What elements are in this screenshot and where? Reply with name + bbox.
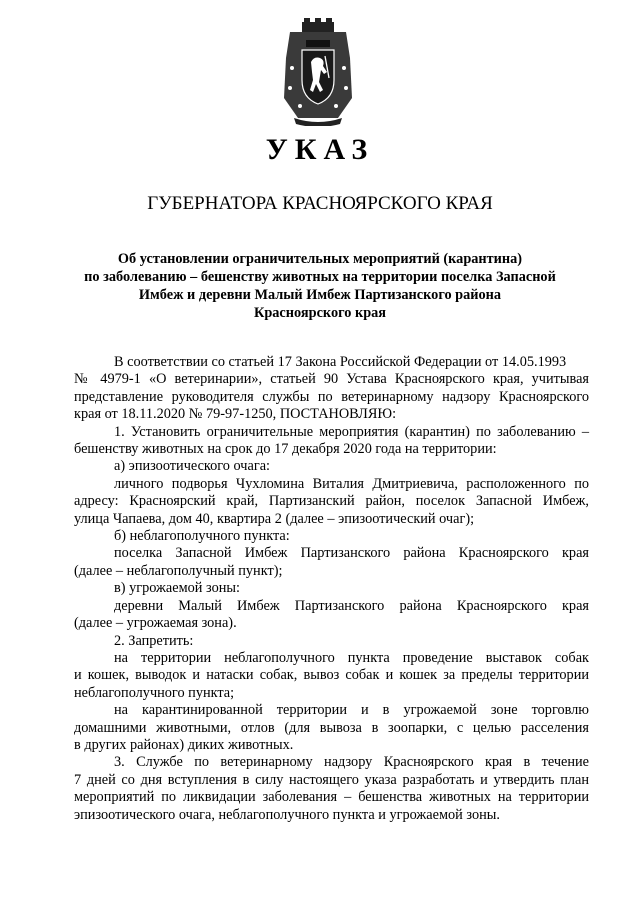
heading-line: по заболеванию – бешенству животных на территории поселка Запасной <box>84 269 556 285</box>
coat-of-arms-icon <box>278 18 358 126</box>
body-line: № 4979-1 «О ветеринарии», статьей 90 Устава Красноярского края, учитывая <box>74 371 589 388</box>
body-line: В соответствии со статьей 17 Закона Российской Федерации от 14.05.1993 <box>114 354 567 370</box>
body-line: мероприятий по ликвидации заболевания – бешенства животных на территории <box>74 789 589 806</box>
body-line: на карантинированной территории и в угрожаемой зоне торговлю <box>114 702 589 719</box>
body-line: адресу: Красноярский край, Партизанский район, поселок Запасной Имбеж, <box>74 493 589 510</box>
body-line: эпизоотического очага, неблагополучного пункта и угрожаемой зоны. <box>74 806 500 823</box>
body-line: 7 дней со дня вступления в силу настоящего указа разработать и утвердить план <box>74 771 589 788</box>
body-line: (далее – угрожаемая зона). <box>74 615 237 632</box>
body-line: улица Чапаева, дом 40, квартира 2 (далее – эпизоотический очаг); <box>74 510 475 527</box>
body-line: бешенству животных на срок до 17 декабря 2020 года на территории: <box>74 441 497 458</box>
body-line: 2. Запретить: <box>114 632 194 649</box>
body-line: 3. Службе по ветеринарному надзору Красноярского края в течение <box>114 754 589 771</box>
body-line: края от 18.11.2020 № 79-97-1250, ПОСТАНОВЛЯЮ: <box>74 406 397 423</box>
body-line: деревни Малый Имбеж Партизанского района Красноярского края <box>114 597 589 614</box>
body-line: представление руководителя службы по ветеринарному надзору Красноярского <box>74 388 589 405</box>
body-line: поселка Запасной Имбеж Партизанского района Красноярского края <box>114 545 589 562</box>
body-line: б) неблагополучного пункта: <box>114 528 290 545</box>
body-line: (далее – неблагополучный пункт); <box>74 562 283 579</box>
heading-line: Красноярского края <box>253 305 387 321</box>
document-heading <box>40 250 600 322</box>
document-body <box>74 354 589 824</box>
body-line: а) эпизоотического очага: <box>114 458 271 475</box>
body-line: личного подворья Чухломина Виталия Дмитриевича, расположенного по <box>114 475 589 492</box>
body-line: неблагополучного пункта; <box>74 684 235 701</box>
heading-line: Имбеж и деревни Малый Имбеж Партизанского района <box>138 287 502 303</box>
document-subtitle: ГУБЕРНАТОРА КРАСНОЯРСКОГО КРАЯ <box>147 193 493 214</box>
document-title: УКАЗ <box>265 133 375 166</box>
body-line: домашними животными, отлов (для вывоза в зоопарки, с целью расселения <box>74 719 589 736</box>
body-line: на территории неблагополучного пункта проведение выставок собак <box>114 649 589 666</box>
heading-line: Об установлении ограничительных мероприятий (карантина) <box>117 251 523 267</box>
body-line: и кошек, выводок и натаски собак, вывоз собак и кошек за пределы территории <box>74 667 589 684</box>
body-line: в) угрожаемой зоны: <box>114 580 240 597</box>
body-line: в других районах) диких животных. <box>74 736 294 753</box>
body-line: 1. Установить ограничительные мероприятия (карантин) по заболеванию – <box>114 423 589 440</box>
